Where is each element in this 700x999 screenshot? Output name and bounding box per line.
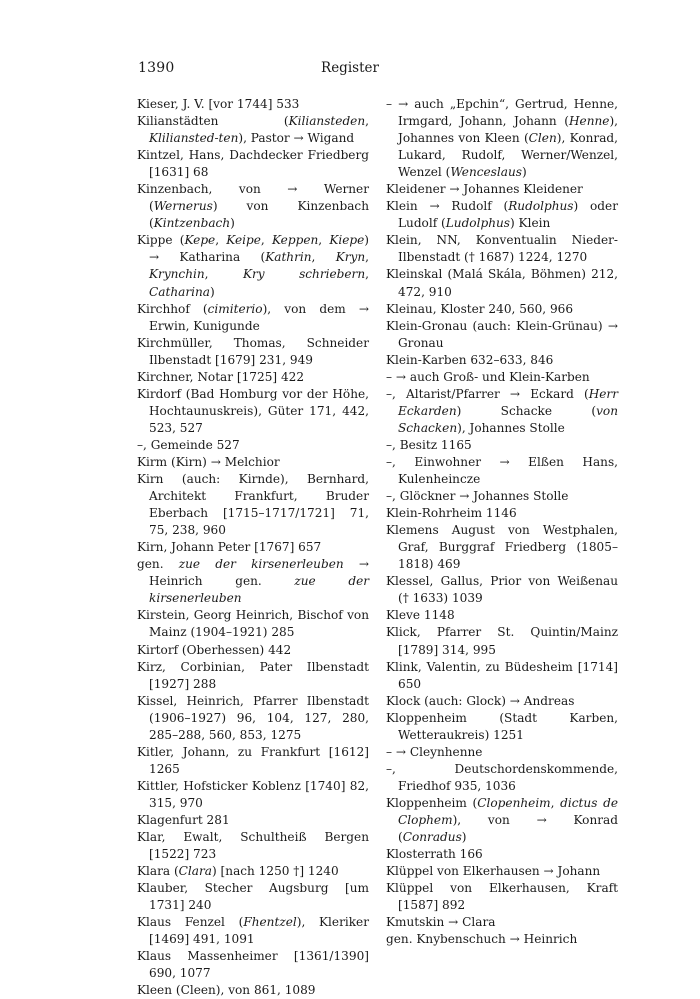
index-entry: Kitler, Johann, zu Frankfurt [1612] 1265	[137, 744, 369, 776]
index-entry: Klosterrath 166	[386, 847, 483, 862]
index-entry: Kleve 1148	[386, 608, 455, 623]
index-entry: – → Cleynhenne	[386, 744, 483, 759]
index-entry: Kmutskin → Clara	[386, 915, 496, 930]
index-entry: –, Glöckner → Johannes Stolle	[386, 489, 569, 504]
index-entry: Kloppenheim (Clopenheim, dictus de Clophem), von → Konrad (Conradus)	[386, 795, 618, 845]
index-entry: Klein-Rohrheim 1146	[386, 506, 517, 521]
index-entry: Klein-Karben 632–633, 846	[386, 352, 554, 367]
index-entry: Kirz, Corbinian, Pater Ilbenstadt [1927] 288	[137, 659, 369, 691]
index-entry: Kissel, Heinrich, Pfarrer Ilbenstadt (1906–1927) 96, 104, 127, 280, 285–288, 560, 853, 1275	[137, 693, 369, 742]
index-entry: –, Einwohner → Elßen Hans, Kulenheincze	[386, 454, 618, 487]
index-column-left	[137, 96, 369, 999]
index-entry: Klein → Rudolf (Rudolphus) oder Ludolf (Ludolphus) Klein	[386, 199, 618, 231]
index-entry: Klüppel von Elkerhausen, Kraft [1587] 892	[386, 881, 618, 913]
index-entry: Klink, Valentin, zu Büdesheim [1714] 650	[386, 659, 618, 691]
index-entry: –, Besitz 1165	[386, 437, 472, 452]
index-entry: Klaus Fenzel (Fhentzel), Kleriker [1469] 491, 1091	[137, 915, 369, 947]
index-entry: Klock (auch: Glock) → Andreas	[386, 693, 575, 708]
index-entry: –, Deutschordenskommende, Friedhof 935, 1036	[386, 761, 618, 793]
index-entry: Klara (Clara) [nach 1250 †] 1240	[137, 864, 339, 879]
index-entry: –, Gemeinde 527	[137, 437, 240, 452]
index-entry: – → auch „Epchin“, Gertrud, Henne, Irmgard, Johann, Johann (Henne), Johannes von Kleen (Clen), Konrad, Lukard, Rudolf, Werner/Wenzel, Wenzel (Wenceslaus)	[386, 97, 618, 180]
index-entry: Kirchner, Notar [1725] 422	[137, 369, 305, 384]
index-entry: Kirstein, Georg Heinrich, Bischof von Mainz (1904–1921) 285	[137, 608, 369, 640]
index-entry: Kirdorf (Bad Homburg vor der Höhe, Hochtaunuskreis), Güter 171, 442, 523, 527	[137, 386, 369, 435]
page-number: 1390	[138, 60, 175, 76]
index-column-right	[386, 96, 618, 948]
index-entry: –, Altarist/Pfarrer → Eckard (Herr Eckarden) Schacke (von Schacken), Johannes Stolle	[386, 386, 618, 435]
index-entry: Kinzenbach, von → Werner (Wernerus) von Kinzenbach (Kintzenbach)	[137, 182, 369, 231]
index-entry: – → auch Groß- und Klein-Karben	[386, 369, 590, 384]
index-entry: Kittler, Hofsticker Koblenz [1740] 82, 315, 970	[137, 778, 369, 810]
index-entry: Kirn (auch: Kirnde), Bernhard, Architekt Frankfurt, Bruder Eberbach [1715–1717/1721] 71, 75, 238, 960	[137, 472, 369, 538]
index-entry: gen. Knybenschuch → Heinrich	[386, 932, 578, 947]
index-entry: Klaus Massenheimer [1361/1390] 690, 1077	[137, 949, 369, 981]
index-entry: Kippe (Kepe, Keipe, Keppen, Kiepe) → Katharina (Kathrin, Kryn, Krynchin, Kry schriebern, Catharina)	[137, 233, 369, 299]
index-entry: Kloppenheim (Stadt Karben, Wetteraukreis) 1251	[386, 710, 618, 742]
index-entry: Klein-Gronau (auch: Klein-Grünau) → Gronau	[386, 318, 618, 350]
running-head: Register	[321, 60, 379, 76]
index-entry: Klüppel von Elkerhausen → Johann	[386, 864, 601, 879]
index-entry: Klar, Ewalt, Schultheiß Bergen [1522] 723	[137, 830, 369, 862]
index-entry: Kieser, J. V. [vor 1744] 533	[137, 97, 300, 111]
index-entry: Kleinau, Kloster 240, 560, 966	[386, 301, 574, 316]
index-entry: Kirm (Kirn) → Melchior	[137, 454, 280, 469]
index-entry: Kirchhof (cimiterio), von dem → Erwin, Kunigunde	[137, 301, 369, 333]
index-entry: Kirtorf (Oberhessen) 442	[137, 642, 292, 657]
index-entry: gen. zue der kirsenerleuben → Heinrich gen. zue der kirsenerleuben	[137, 557, 370, 606]
index-entry: Klagenfurt 281	[137, 812, 230, 827]
index-entry: Kirn, Johann Peter [1767] 657	[137, 540, 322, 555]
index-entry: Klick, Pfarrer St. Quintin/Mainz [1789] 314, 995	[386, 625, 618, 657]
index-entry: Kleinskal (Malá Skála, Böhmen) 212, 472, 910	[386, 267, 618, 299]
index-entry: Kleen (Cleen), von 861, 1089	[137, 983, 316, 998]
index-entry: Klessel, Gallus, Prior von Weißenau († 1633) 1039	[386, 574, 618, 606]
index-entry: Kleidener → Johannes Kleidener	[386, 182, 583, 197]
index-entry: Kirchmüller, Thomas, Schneider Ilbenstadt [1679] 231, 949	[137, 335, 369, 367]
index-entry: Klein, NN, Konventualin Nieder-Ilbenstadt († 1687) 1224, 1270	[386, 233, 618, 265]
index-entry: Klemens August von Westphalen, Graf, Burggraf Friedberg (1805–1818) 469	[386, 523, 618, 572]
index-entry: Kilianstädten (Kiliansteden, Kliliansted-ten), Pastor → Wigand	[137, 114, 369, 146]
index-entry: Kintzel, Hans, Dachdecker Friedberg [1631] 68	[137, 148, 369, 180]
index-entry: Klauber, Stecher Augsburg [um 1731] 240	[137, 881, 369, 913]
